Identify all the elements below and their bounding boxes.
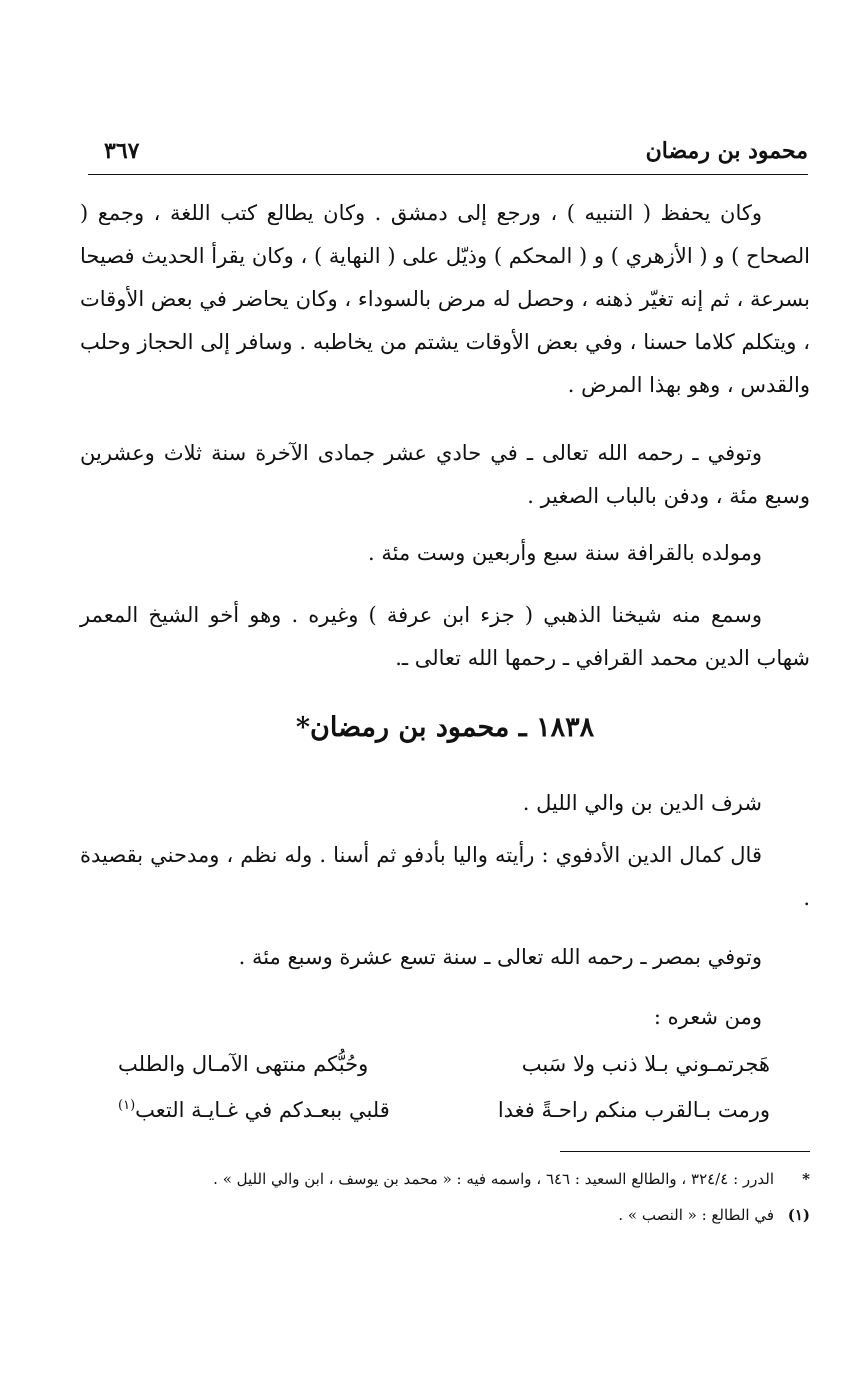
footnote-1	[60, 1202, 810, 1228]
footnote-star-text: الدرر : ٣٢٤/٤ ، والطالع السعيد : ٦٤٦ ، واسمه فيه : « محمد بن يوسف ، ابن والي الليل » .	[213, 1170, 774, 1188]
entry-heading: ١٨٣٨ ـ محمود بن رمضان*	[295, 712, 595, 743]
running-title: محمود بن رمضان	[645, 138, 808, 164]
footnote-separator	[560, 1151, 810, 1152]
entry-line-poetry-intro: ومن شعره :	[653, 1005, 762, 1029]
verse-2-second-hemistich: قلبي ببعـدكم في غـايـة التعب	[135, 1098, 390, 1122]
footnote-star-mark: *	[802, 1170, 810, 1188]
poem-verse-2	[118, 1098, 770, 1144]
paragraph-biography: وكان يحفظ ( التنبيه ) ، ورجع إلى دمشق . وكان يطالع كتب اللغة ، وجمع ( الصحاح ) و ( الأزهري ) و ( المحكم ) وذيّل على ( النهاية ) ، وكان يقرأ الحديث فصيحا بسرعة ، ثم إنه تغيّر ذهنه ، وحصل له مرض بالسوداء ، وكان يحاضر في بعض الأوقات ، ويتكلم كلاما حسنا ، وفي بعض الأوقات يشتم من يخاطبه . وسافر إلى الحجاز وحلب والقدس ، وهو بهذا المرض .	[80, 201, 810, 397]
verse-2-second-hemistich-wrap	[118, 1098, 390, 1122]
footnote-1-text: في الطالع : « النصب » .	[618, 1206, 774, 1224]
page-number: ٣٦٧	[104, 138, 140, 164]
paragraph-transmission: وسمع منه شيخنا الذهبي ( جزء ابن عرفة ) وغيره . وهو أخو الشيخ المعمر شهاب الدين محمد القرافي ـ رحمها الله تعالى ـ.	[80, 603, 810, 670]
poem	[118, 1052, 770, 1144]
verse-2-first-hemistich: ورمت بـالقرب منكم راحـةً فغدا	[497, 1098, 770, 1122]
paragraph-death: وتوفي ـ رحمه الله تعالى ـ في حادي عشر جمادى الآخرة سنة ثلاث وعشرين وسبع مئة ، ودفن بالباب الصغير .	[80, 441, 810, 508]
paragraph-birth: ومولده بالقرافة سنة سبع وأربعين وست مئة .	[368, 541, 762, 565]
entry-line-laqab: شرف الدين بن والي الليل .	[522, 791, 762, 815]
footnote-ref-1: (١)	[118, 1098, 136, 1113]
entry-line-death: وتوفي بمصر ـ رحمه الله تعالى ـ سنة تسع عشرة وسبع مئة .	[238, 945, 762, 969]
verse-1-second-hemistich: وحُبُّكم منتهى الآمـال والطلب	[118, 1052, 369, 1076]
poem-verse-1	[118, 1052, 770, 1098]
footnote-star	[60, 1166, 810, 1192]
entry-line-adfuwi: قال كمال الدين الأدفوي : رأيته واليا بأدفو ثم أسنا . وله نظم ، ومدحني بقصيدة .	[80, 843, 810, 910]
running-header	[88, 134, 808, 175]
footnote-1-mark: (١)	[787, 1206, 810, 1224]
verse-1-first-hemistich: هَجرتمـوني بـلا ذنب ولا سَبب	[521, 1052, 770, 1076]
